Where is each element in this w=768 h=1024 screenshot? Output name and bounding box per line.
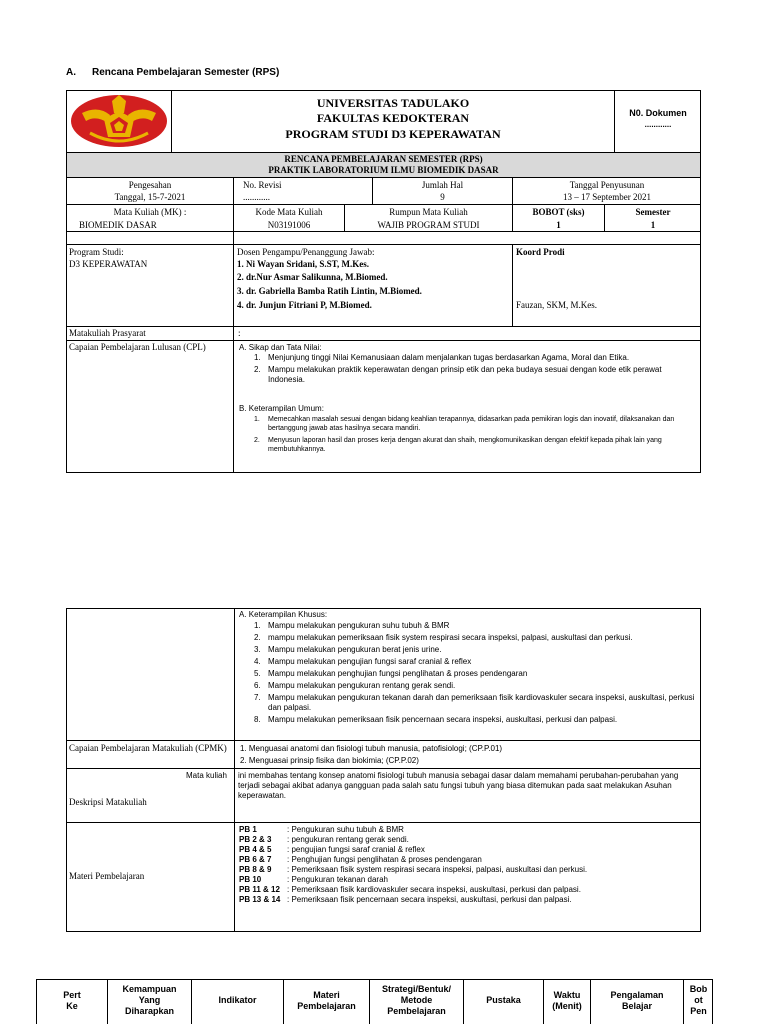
koord-prodi-label: Koord Prodi [516,247,565,257]
list-item: Mampu melakukan pengukuran tekanan darah dan pemeriksaan fisik kardiovaskuler secara inspeksi, auskultasi, perkusi dan palpasi. [268,693,695,712]
list-item: Menyusun laporan hasil dan proses kerja dengan akurat dan shaih, mengkomunikasikan dengan efektif kepada pihak lain yang membutuhkannya. [268,437,662,453]
koord-prodi-name: Fauzan, SKM, M.Kes. [516,300,597,310]
list-number: 1. [254,353,261,362]
list-item: Mampu melakukan pengukuran rentang gerak sendi. [268,681,456,690]
col-header-materi: Materi Pembelajaran [297,990,356,1011]
prasyarat-label: Matakuliah Prasyarat [69,328,146,338]
materi-text: : Pemeriksaan fisik pencernaan secara inspeksi, auskultasi, perkusi dan palpasi. [287,895,572,904]
list-number: 2. [254,437,260,444]
jumlah-hal-value: 9 [440,192,445,202]
revisi-value: ............ [243,192,270,202]
dosen-item: 4. dr. Junjun Fitriani P, M.Biomed. [237,300,372,310]
col-header-kemampuan: Kemampuan Yang Diharapkan [122,984,177,1016]
dosen-label: Dosen Pengampu/Penanggung Jawab: [237,247,375,257]
materi-text: : Pengukuran tekanan darah [287,875,388,884]
cpl-sikap-heading: A. Sikap dan Tata Nilai: [239,343,322,352]
cpl-umum-list [254,415,696,454]
dosen-item: 3. dr. Gabriella Bamba Ratih Lintin, M.Biomed. [237,286,422,296]
jumlah-hal-label: Jumlah Hal [421,180,464,190]
rps-subtitle: PRAKTIK LABORATORIUM ILMU BIOMEDIK DASAR [268,165,499,175]
materi-code: PB 8 & 9 [239,865,272,874]
prodi-label: Program Studi: [69,247,124,257]
materi-text: : Pengukuran suhu tubuh & BMR [287,825,404,834]
list-item: Mampu melakukan pengukuran berat jenis urine. [268,645,442,654]
materi-row [239,895,699,905]
materi-row [239,845,699,855]
deskripsi-label: Deskripsi Matakuliah [69,797,147,807]
cpl-umum-heading: B. Keterampilan Umum: [239,404,324,413]
prodi-value: D3 KEPERAWATAN [69,259,148,269]
university-logo [68,93,170,149]
materi-code: PB 11 & 12 [239,885,280,894]
materi-text: : Pemeriksaan fisik system respirasi secara inspeksi, palpasi, auskultasi dan perkusi. [287,865,588,874]
materi-code: PB 2 & 3 [239,835,272,844]
cpl-sikap-list [254,353,696,385]
tanggal-penyusunan-value: 13 – 17 September 2021 [563,192,651,202]
university-name: UNIVERSITAS TADULAKO [316,96,470,110]
mata-kuliah-label: Mata Kuliah (MK) : [113,207,187,217]
pengesahan-label: Pengesahan [128,180,172,190]
list-number: 5. [254,669,261,678]
materi-code: PB 6 & 7 [239,855,272,864]
deskripsi-text: ini membahas tentang konsep anatomi fisiologi tubuh manusia sebagai dasar dalam memahami perubahan-perubahan yang terjadi sebagai akibat adanya gangguan pada salah satu fungsi tubuh yang biasa ditemukan pada saat melakukan Asuhan keperawatan. [238,771,679,800]
list-number: 2. [254,365,261,374]
cpl-label: Capaian Pembelajaran Lulusan (CPL) [69,342,206,352]
col-header-strategi: Strategi/Bentuk/ Metode Pembelajaran [381,984,451,1016]
revisi-label: No. Revisi [243,180,282,190]
materi-row [239,865,699,875]
dosen-item: 1. Ni Wayan Sridani, S.ST, M.Kes. [237,259,369,269]
pengesahan-value: Tanggal, 15-7-2021 [114,192,186,202]
list-item: Mampu melakukan pengukuran suhu tubuh & BMR [268,621,450,630]
materi-list [239,825,699,905]
list-number: 8. [254,715,261,724]
col-header-pustaka: Pustaka [486,995,521,1005]
rps-title: RENCANA PEMBELAJARAN SEMESTER (RPS) [284,154,483,164]
section-title: Rencana Pembelajaran Semester (RPS) [92,67,280,78]
mata-kuliah-value: BIOMEDIK DASAR [79,220,157,230]
bobot-value: 1 [556,220,561,230]
cpmk-item: 2. Menguasai prinsip fisika dan biokimia; (CP.P.02) [240,756,419,765]
list-item: Memecahkan masalah sesuai dengan bidang keahlian terapannya, didasarkan pada pemikiran logis dan inovatif, dilaksanakan dan bertanggung jawab atas hasilnya secara mandiri. [268,416,675,432]
list-item: Mampu melakukan praktik keperawatan dengan prinsip etik dan peka budaya sesuai dengan kode etik perawat Indonesia. [268,365,662,384]
col-header-indikator: Indikator [218,995,257,1005]
tanggal-penyusunan-label: Tanggal Penyusunan [569,180,645,190]
list-item: Mampu melakukan penghujian fungsi penglihatan & proses pendengaran [268,669,528,678]
deskripsi-lead: Mata kuliah [186,771,227,780]
list-number: 1. [254,416,260,423]
kode-mk-label: Kode Mata Kuliah [255,207,323,217]
section-letter: A. [66,67,76,78]
materi-code: PB 4 & 5 [239,845,272,854]
materi-row [239,875,699,885]
materi-code: PB 13 & 14 [239,895,281,904]
materi-text: : Pemeriksaan fisik kardiovaskuler secara inspeksi, auskultasi, perkusi dan palpasi. [287,885,581,894]
materi-text: : pengujian fungsi saraf cranial & reflex [287,845,425,854]
bobot-label: BOBOT (sks) [532,207,585,217]
khusus-list [254,621,698,725]
program-name: PROGRAM STUDI D3 KEPERAWATAN [285,127,501,141]
list-number: 1. [254,621,261,630]
list-item: Mampu melakukan pengujian fungsi saraf cranial & reflex [268,657,472,666]
dosen-item: 2. dr.Nur Asmar Salikunna, M.Biomed. [237,272,388,282]
doc-number-value: ............ [644,120,672,129]
prasyarat-value: : [238,328,241,338]
materi-text: : pengukuran rentang gerak sendi. [287,835,409,844]
list-number: 3. [254,645,261,654]
materi-row [239,885,699,895]
materi-code: PB 1 [239,825,257,834]
list-number: 6. [254,681,261,690]
rumpun-value: WAJIB PROGRAM STUDI [377,220,480,230]
cpmk-item: 1. Menguasai anatomi dan fisiologi tubuh manusia, patofisiologi; (CP.P.01) [240,744,503,753]
materi-row [239,835,699,845]
semester-value: 1 [650,220,656,230]
list-item: mampu melakukan pemeriksaan fisik system respirasi secara inspeksi, palpasi, auskultasi dan perkusi. [268,633,633,642]
khusus-heading: A. Keterampilan Khusus: [239,610,328,619]
materi-row [239,855,699,865]
rumpun-label: Rumpun Mata Kuliah [389,207,468,217]
col-header-bobot: Bob ot Pen [689,984,708,1016]
list-number: 4. [254,657,261,666]
semester-label: Semester [635,207,671,217]
list-number: 2. [254,633,261,642]
cpmk-label: Capaian Pembelajaran Matakuliah (CPMK) [69,743,227,753]
faculty-name: FAKULTAS KEDOKTERAN [316,111,470,125]
col-header-pengalaman: Pengalaman Belajar [610,990,664,1011]
doc-number-label: N0. Dokumen [629,108,687,118]
materi-row [239,825,699,835]
materi-text: : Penghujian fungsi penglihatan & proses pendengaran [287,855,482,864]
list-number: 7. [254,693,261,702]
materi-label: Materi Pembelajaran [69,871,145,881]
col-header-waktu: Waktu (Menit) [552,990,582,1011]
materi-code: PB 10 [239,875,262,884]
col-header-pert: Pert Ke [63,990,81,1011]
list-item: Menjunjung tinggi Nilai Kemanusiaan dalam menjalankan tugas berdasarkan Agama, Moral dan Etika. [268,353,630,362]
kode-mk-value: N03191006 [267,220,311,230]
list-item: Mampu melakukan pemeriksaan fisik pencernaan secara inspeksi, auskultasi, perkusi dan palpasi. [268,715,618,724]
